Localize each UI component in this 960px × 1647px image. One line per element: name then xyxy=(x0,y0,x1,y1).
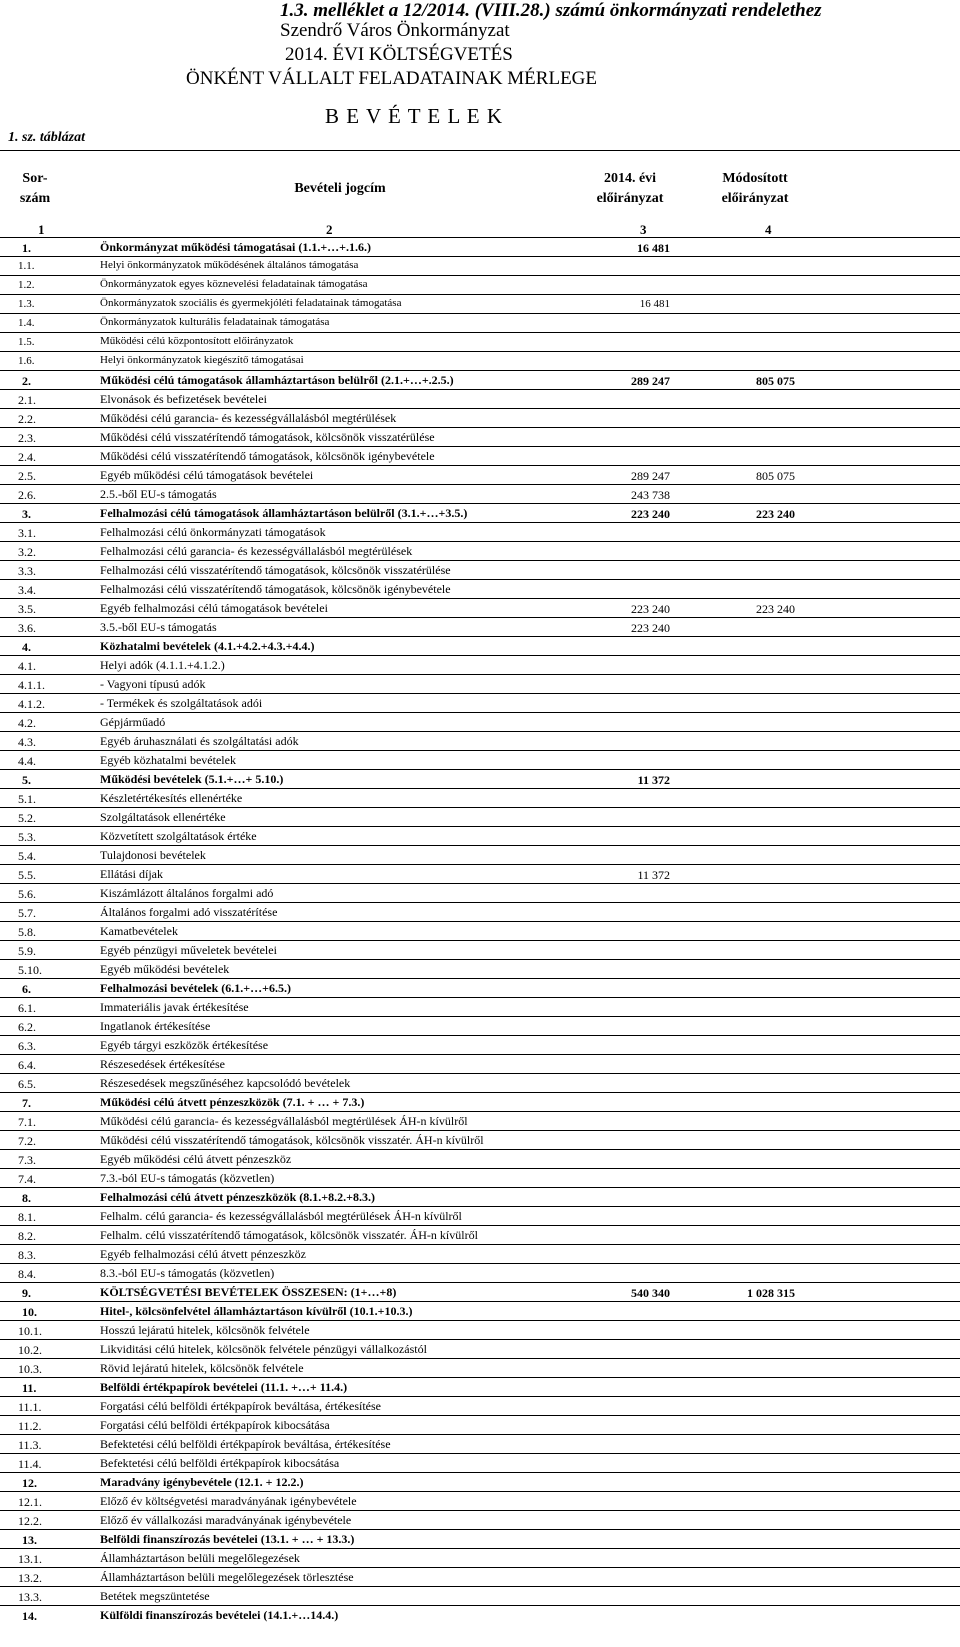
table-row xyxy=(0,1548,960,1568)
row-number: 6.4. xyxy=(18,1058,36,1072)
header-eloiranyzat xyxy=(580,169,680,209)
row-number: 4.4. xyxy=(18,754,36,768)
row-number: 8. xyxy=(22,1191,31,1205)
row-name: Egyéb működési bevételek xyxy=(100,962,230,976)
row-name: Felhalmozási célú visszatérítendő támogatások, kölcsönök igénybevétele xyxy=(100,582,451,596)
row-number: 12.1. xyxy=(18,1495,42,1509)
row-name: Helyi adók (4.1.1.+4.1.2.) xyxy=(100,658,225,672)
row-name: Elvonások és befizetések bevételei xyxy=(100,392,267,406)
table-row xyxy=(0,1244,960,1264)
row-value-original: 289 247 xyxy=(631,374,670,388)
row-name: Önkormányzatok szociális és gyermekjóléti feladatainak támogatása xyxy=(100,297,402,309)
table-row xyxy=(0,237,960,257)
row-number: 6. xyxy=(22,982,31,996)
row-number: 5.4. xyxy=(18,849,36,863)
table-row xyxy=(0,655,960,675)
table-row xyxy=(0,1149,960,1169)
row-name: Működési célú átvett pénzeszközök (7.1. + … + 7.3.) xyxy=(100,1095,365,1109)
row-name: Előző év költségvetési maradványának igénybevétele xyxy=(100,1494,357,1508)
row-number: 2.1. xyxy=(18,393,36,407)
table-row xyxy=(0,1586,960,1606)
row-name: Felhalmozási célú önkormányzati támogatások xyxy=(100,525,326,539)
balance-title: ÖNKÉNT VÁLLALT FELADATAINAK MÉRLEGE xyxy=(186,68,598,89)
row-name: Részesedések megszűnéséhez kapcsolódó bevételek xyxy=(100,1076,351,1090)
table-row xyxy=(0,503,960,523)
column-number-4: 4 xyxy=(765,222,772,237)
budget-title: 2014. ÉVI KÖLTSÉGVETÉS xyxy=(285,44,513,65)
row-number: 1.3. xyxy=(18,298,35,310)
row-name: Általános forgalmi adó visszatérítése xyxy=(100,905,278,919)
row-number: 1.1. xyxy=(18,260,35,272)
table-row xyxy=(0,674,960,694)
table-row xyxy=(0,541,960,561)
table-row xyxy=(0,1605,960,1625)
table-row xyxy=(0,1073,960,1093)
row-name: Előző év vállalkozási maradványának igénybevétele xyxy=(100,1513,352,1527)
table-row xyxy=(0,902,960,922)
table-row xyxy=(0,1054,960,1074)
row-number: 7.2. xyxy=(18,1134,36,1148)
row-name: Hosszú lejáratú hitelek, kölcsönök felvétele xyxy=(100,1323,310,1337)
table-row xyxy=(0,845,960,865)
row-value-original: 223 240 xyxy=(631,602,670,616)
row-number: 12.2. xyxy=(18,1514,42,1528)
row-value-original: 243 738 xyxy=(631,488,670,502)
row-name: Immateriális javak értékesítése xyxy=(100,1000,249,1014)
table-row xyxy=(0,1130,960,1150)
table-row xyxy=(0,389,960,409)
row-number: 10.2. xyxy=(18,1343,42,1357)
row-name: Felhalmozási célú átvett pénzeszközök (8.1.+8.2.+8.3.) xyxy=(100,1190,375,1204)
row-name: Működési célú garancia- és kezességvállalásból megtérülések ÁH-n kívülről xyxy=(100,1114,468,1128)
row-number: 10. xyxy=(22,1305,37,1319)
row-number: 2.5. xyxy=(18,469,36,483)
row-name: Működési célú visszatérítendő támogatások, kölcsönök visszatér. ÁH-n kívülről xyxy=(100,1133,484,1147)
row-value-modified: 805 075 xyxy=(756,374,795,388)
row-number: 14. xyxy=(22,1609,37,1623)
table-row xyxy=(0,294,960,314)
row-name: 7.3.-ból EU-s támogatás (közvetlen) xyxy=(100,1171,275,1185)
row-name: Gépjárműadó xyxy=(100,715,166,729)
row-number: 11.4. xyxy=(18,1457,42,1471)
table-row xyxy=(0,807,960,827)
row-name: Egyéb áruhasználati és szolgáltatási adók xyxy=(100,734,299,748)
row-name: Maradvány igénybevétele (12.1. + 12.2.) xyxy=(100,1475,304,1489)
row-number: 2.6. xyxy=(18,488,36,502)
row-number: 3.4. xyxy=(18,583,36,597)
row-number: 10.1. xyxy=(18,1324,42,1338)
table-row xyxy=(0,1434,960,1454)
row-name: Likviditási célú hitelek, kölcsönök felvétele pénzügyi vállalkozástól xyxy=(100,1342,427,1356)
row-name: Felhalm. célú garancia- és kezességvállalásból megtérülések ÁH-n kívülről xyxy=(100,1209,462,1223)
row-name: Ingatlanok értékesítése xyxy=(100,1019,211,1033)
row-name: Befektetési célú belföldi értékpapírok kibocsátása xyxy=(100,1456,340,1470)
row-name: Befektetési célú belföldi értékpapírok beváltása, értékesítése xyxy=(100,1437,391,1451)
table-row xyxy=(0,1472,960,1492)
row-value-modified: 223 240 xyxy=(756,507,795,521)
row-number: 2.4. xyxy=(18,450,36,464)
row-name: Felhalmozási célú támogatások államháztartáson belülről (3.1.+…+3.5.) xyxy=(100,506,468,520)
table-row xyxy=(0,446,960,466)
row-name: Felhalmozási bevételek (6.1.+…+6.5.) xyxy=(100,981,291,995)
row-number: 4.1.1. xyxy=(18,678,45,692)
row-number: 13. xyxy=(22,1533,37,1547)
row-name: Egyéb működési célú támogatások bevételei xyxy=(100,468,314,482)
row-name: Működési célú visszatérítendő támogatások, kölcsönök igénybevétele xyxy=(100,449,435,463)
row-name: Működési célú támogatások államháztartáson belülről (2.1.+…+.2.5.) xyxy=(100,373,454,387)
row-number: 13.1. xyxy=(18,1552,42,1566)
table-row xyxy=(0,978,960,998)
table-row xyxy=(0,598,960,618)
header-eloiranyzat-line2: előirányzat xyxy=(596,191,664,206)
row-value-original: 223 240 xyxy=(631,621,670,635)
table-row xyxy=(0,256,960,276)
row-name: Működési célú visszatérítendő támogatások, kölcsönök visszatérülése xyxy=(100,430,435,444)
row-value-original: 16 481 xyxy=(639,298,670,310)
column-number-1: 1 xyxy=(38,222,45,237)
table-row xyxy=(0,465,960,485)
table-row xyxy=(0,1111,960,1131)
table-row xyxy=(0,731,960,751)
row-number: 5.2. xyxy=(18,811,36,825)
row-number: 1. xyxy=(22,241,31,255)
row-number: 7.3. xyxy=(18,1153,36,1167)
row-number: 4.2. xyxy=(18,716,36,730)
row-number: 4.1.2. xyxy=(18,697,45,711)
table-row xyxy=(0,1491,960,1511)
row-name: Forgatási célú belföldi értékpapírok beváltása, értékesítése xyxy=(100,1399,382,1413)
row-number: 3.1. xyxy=(18,526,36,540)
table-row xyxy=(0,940,960,960)
table-row xyxy=(0,560,960,580)
table-row xyxy=(0,997,960,1017)
row-number: 7. xyxy=(22,1096,31,1110)
row-name: Egyéb felhalmozási célú támogatások bevételei xyxy=(100,601,328,615)
row-number: 2.2. xyxy=(18,412,36,426)
row-name: Önkormányzatok egyes köznevelési feladatainak támogatása xyxy=(100,278,368,290)
table-row xyxy=(0,1567,960,1587)
row-number: 6.3. xyxy=(18,1039,36,1053)
row-number: 4.1. xyxy=(18,659,36,673)
row-name: 2.5.-ből EU-s támogatás xyxy=(100,487,217,501)
table-row xyxy=(0,788,960,808)
row-number: 5.7. xyxy=(18,906,36,920)
table-row xyxy=(0,579,960,599)
row-value-modified: 805 075 xyxy=(756,469,795,483)
table-row xyxy=(0,712,960,732)
row-number: 5.10. xyxy=(18,963,42,977)
row-number: 12. xyxy=(22,1476,37,1490)
row-number: 7.4. xyxy=(18,1172,36,1186)
appendix-reference: 1.3. melléklet a 12/2014. (VIII.28.) számú önkormányzati rendelethez xyxy=(280,0,822,21)
row-number: 5.1. xyxy=(18,792,36,806)
header-modositott-line2: előirányzat xyxy=(721,191,789,206)
header-sorszam-line2: szám xyxy=(19,191,51,206)
table-row xyxy=(0,1263,960,1283)
row-value-modified: 1 028 315 xyxy=(747,1286,795,1300)
header-jogcim: Bevételi jogcím xyxy=(294,181,386,196)
row-number: 6.2. xyxy=(18,1020,36,1034)
table-row xyxy=(0,1187,960,1207)
row-number: 6.5. xyxy=(18,1077,36,1091)
table-row xyxy=(0,1396,960,1416)
table-row xyxy=(0,313,960,333)
row-name: Felhalm. célú visszatérítendő támogatások, kölcsönök visszatér. ÁH-n kívülről xyxy=(100,1228,478,1242)
row-name: Közhatalmi bevételek (4.1.+4.2.+4.3.+4.4.) xyxy=(100,639,315,653)
table-row xyxy=(0,408,960,428)
table-row xyxy=(0,1320,960,1340)
row-name: Egyéb közhatalmi bevételek xyxy=(100,753,236,767)
row-number: 3.5. xyxy=(18,602,36,616)
row-name: Forgatási célú belföldi értékpapírok kibocsátása xyxy=(100,1418,330,1432)
header-modositott xyxy=(700,169,810,209)
row-number: 3.6. xyxy=(18,621,36,635)
row-name: 8.3.-ból EU-s támogatás (közvetlen) xyxy=(100,1266,275,1280)
table-row xyxy=(0,1510,960,1530)
header-modositott-line1: Módosított xyxy=(722,171,788,186)
table-row xyxy=(0,1016,960,1036)
column-number-2: 2 xyxy=(326,222,333,237)
row-name: Hitel-, kölcsönfelvétel államháztartáson kívülről (10.1.+10.3.) xyxy=(100,1304,413,1318)
table-row xyxy=(0,769,960,789)
row-number: 1.2. xyxy=(18,279,35,291)
table-row xyxy=(0,883,960,903)
row-number: 7.1. xyxy=(18,1115,36,1129)
row-name: Kiszámlázott általános forgalmi adó xyxy=(100,886,274,900)
row-number: 5.5. xyxy=(18,868,36,882)
row-value-original: 223 240 xyxy=(631,507,670,521)
row-value-original: 11 372 xyxy=(637,868,670,882)
row-name: Rövid lejáratú hitelek, kölcsönök felvétele xyxy=(100,1361,304,1375)
row-name: Önkormányzat működési támogatásai (1.1.+…+.1.6.) xyxy=(100,240,372,254)
row-number: 4. xyxy=(22,640,31,654)
row-name: Államháztartáson belüli megelőlegezések xyxy=(100,1551,300,1565)
row-number: 5. xyxy=(22,773,31,787)
row-number: 11.1. xyxy=(18,1400,42,1414)
row-name: Államháztartáson belüli megelőlegezések törlesztése xyxy=(100,1570,354,1584)
row-number: 1.4. xyxy=(18,317,35,329)
table-row xyxy=(0,1453,960,1473)
table-row xyxy=(0,1339,960,1359)
row-name: Egyéb pénzügyi műveletek bevételei xyxy=(100,943,277,957)
row-number: 13.3. xyxy=(18,1590,42,1604)
row-name: - Termékek és szolgáltatások adói xyxy=(100,696,263,710)
row-name: Egyéb működési célú átvett pénzeszköz xyxy=(100,1152,292,1166)
row-name: Belföldi értékpapírok bevételei (11.1. +…+ 11.4.) xyxy=(100,1380,348,1394)
row-number: 1.5. xyxy=(18,336,35,348)
table-row xyxy=(0,332,960,352)
row-number: 1.6. xyxy=(18,355,35,367)
row-number: 5.9. xyxy=(18,944,36,958)
row-number: 3.2. xyxy=(18,545,36,559)
table-row xyxy=(0,1092,960,1112)
row-number: 9. xyxy=(22,1286,31,1300)
row-name: KÖLTSÉGVETÉSI BEVÉTELEK ÖSSZESEN: (1+…+8) xyxy=(100,1285,397,1299)
row-name: Szolgáltatások ellenértéke xyxy=(100,810,226,824)
table-row xyxy=(0,522,960,542)
row-name: Készletértékesítés ellenértéke xyxy=(100,791,243,805)
table-row xyxy=(0,1035,960,1055)
header-sorszam-line1: Sor- xyxy=(22,171,48,186)
row-name: Közvetített szolgáltatások értéke xyxy=(100,829,257,843)
row-value-original: 540 340 xyxy=(631,1286,670,1300)
table-row xyxy=(0,370,960,390)
row-name: Kamatbevételek xyxy=(100,924,178,938)
table-row xyxy=(0,693,960,713)
row-number: 11.3. xyxy=(18,1438,42,1452)
row-value-modified: 223 240 xyxy=(756,602,795,616)
row-number: 2. xyxy=(22,374,31,388)
row-name: Működési célú központosított előirányzatok xyxy=(100,335,294,347)
row-number: 5.3. xyxy=(18,830,36,844)
row-name: Belföldi finanszírozás bevételei (13.1. + … + 13.3.) xyxy=(100,1532,355,1546)
column-number-3: 3 xyxy=(640,222,647,237)
row-name: 3.5.-ből EU-s támogatás xyxy=(100,620,217,634)
table-row xyxy=(0,750,960,770)
table-row xyxy=(0,1377,960,1397)
row-number: 8.4. xyxy=(18,1267,36,1281)
table-row xyxy=(0,1282,960,1302)
table-row xyxy=(0,1415,960,1435)
section-title: B E V É T E L E K xyxy=(325,104,504,128)
row-name: Önkormányzatok kulturális feladatainak támogatása xyxy=(100,316,330,328)
row-name: Részesedések értékesítése xyxy=(100,1057,225,1071)
table-row xyxy=(0,484,960,504)
row-number: 11. xyxy=(22,1381,37,1395)
header-sorszam xyxy=(10,169,60,209)
header-eloiranyzat-line1: 2014. évi xyxy=(603,171,657,186)
row-name: Helyi önkormányzatok kiegészítő támogatásai xyxy=(100,354,304,366)
row-name: Egyéb tárgyi eszközök értékesítése xyxy=(100,1038,269,1052)
row-number: 10.3. xyxy=(18,1362,42,1376)
table-row xyxy=(0,1206,960,1226)
row-value-original: 289 247 xyxy=(631,469,670,483)
table-row xyxy=(0,275,960,295)
row-number: 8.3. xyxy=(18,1248,36,1262)
table-row xyxy=(0,617,960,637)
row-name: Egyéb felhalmozási célú átvett pénzeszköz xyxy=(100,1247,306,1261)
row-number: 5.8. xyxy=(18,925,36,939)
table-row xyxy=(0,921,960,941)
row-name: Felhalmozási célú visszatérítendő támogatások, kölcsönök visszatérülése xyxy=(100,563,451,577)
table-header xyxy=(0,150,960,221)
row-number: 6.1. xyxy=(18,1001,36,1015)
municipality-title: Szendrő Város Önkormányzat xyxy=(280,20,510,41)
table-row xyxy=(0,1301,960,1321)
table-row xyxy=(0,1529,960,1549)
row-number: 11.2. xyxy=(18,1419,42,1433)
row-name: Felhalmozási célú garancia- és kezességvállalásból megtérülések xyxy=(100,544,413,558)
row-number: 13.2. xyxy=(18,1571,42,1585)
row-name: Betétek megszüntetése xyxy=(100,1589,210,1603)
row-number: 5.6. xyxy=(18,887,36,901)
column-numbers xyxy=(0,220,960,238)
row-number: 3. xyxy=(22,507,31,521)
row-number: 8.2. xyxy=(18,1229,36,1243)
table-row xyxy=(0,826,960,846)
row-name: Működési bevételek (5.1.+…+ 5.10.) xyxy=(100,772,284,786)
row-name: Ellátási díjak xyxy=(100,867,163,881)
row-value-original: 11 372 xyxy=(637,773,670,787)
row-number: 4.3. xyxy=(18,735,36,749)
row-value-original: 16 481 xyxy=(637,241,670,255)
table-row xyxy=(0,959,960,979)
row-name: - Vagyoni típusú adók xyxy=(100,677,206,691)
table-row xyxy=(0,1225,960,1245)
row-name: Működési célú garancia- és kezességvállalásból megtérülések xyxy=(100,411,397,425)
table-row xyxy=(0,427,960,447)
table-row xyxy=(0,1168,960,1188)
table-row xyxy=(0,636,960,656)
row-number: 3.3. xyxy=(18,564,36,578)
table-row xyxy=(0,351,960,371)
row-number: 2.3. xyxy=(18,431,36,445)
table-label: 1. sz. táblázat xyxy=(8,130,86,145)
row-name: Külföldi finanszírozás bevételei (14.1.+…14.4.) xyxy=(100,1608,339,1622)
table-row xyxy=(0,1358,960,1378)
row-name: Helyi önkormányzatok működésének általános támogatása xyxy=(100,259,359,271)
row-number: 8.1. xyxy=(18,1210,36,1224)
table-row xyxy=(0,864,960,884)
row-name: Tulajdonosi bevételek xyxy=(100,848,206,862)
